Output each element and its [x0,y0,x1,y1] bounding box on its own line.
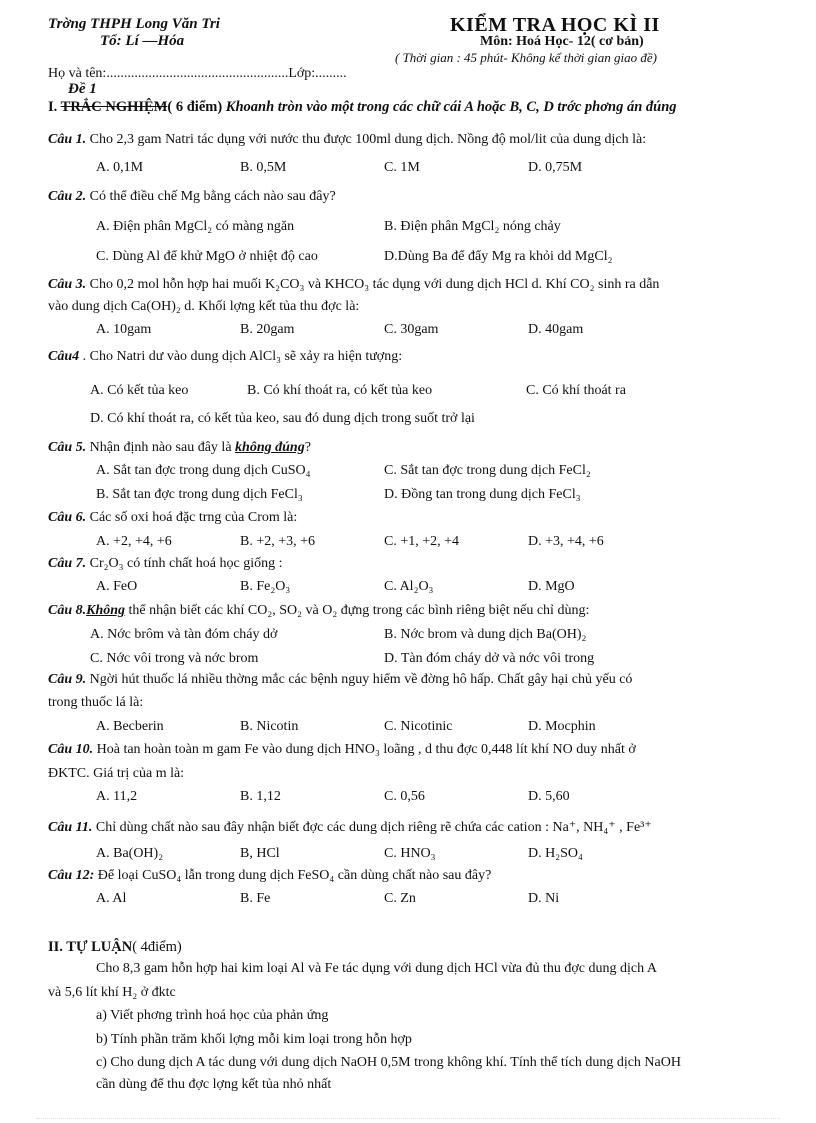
section2-title: II. TỰ LUẬN [48,939,133,955]
q6-option-c[interactable]: C. +1, +2, +4 [384,534,460,549]
question-10: Câu 10. Hoà tan hoàn toàn m gam Fe vào dung dịch HNO₃ loãng , d thu đợc 0,448 lít khí NO duy nhất ở [48,742,636,757]
section2-item-c: c) Cho dung dịch A tác dung với dung dịch NaOH 0,5M trong không khí. Tính thể tích dung dịch NaOH [96,1055,681,1070]
q9-option-d[interactable]: D. Mocphin [528,719,596,734]
q9-option-b[interactable]: B. Nicotin [240,719,299,734]
q7-option-a[interactable]: A. FeO [96,579,138,594]
q1-option-a[interactable]: A. 0,1M [96,160,144,175]
question-7: Câu 7. Cr₂O₃ có tính chất hoá học giống : [48,556,283,571]
student-name-line: Họ và tên:....................................................Lớp:......... [48,66,347,81]
section1-title: TRẮC NGHIỆM [60,99,168,115]
q6-option-a[interactable]: A. +2, +4, +6 [96,534,172,549]
section1-points: ( 6 điểm) [167,99,223,115]
question-9: Câu 9. Ngời hút thuốc lá nhiều thờng mắc các bệnh nguy hiểm về đờng hô hấp. Chất gây hại chủ yếu có [48,672,633,687]
section2-item-c-cont: cần dùng để thu đợc lợng kết tủa nhỏ nhất [96,1077,332,1092]
q10-option-c[interactable]: C. 0,56 [384,789,425,804]
q7-option-b[interactable]: B. Fe₂O₃ [240,579,291,594]
q2-option-c[interactable]: C. Dùng Al để khử MgO ở nhiệt độ cao [96,249,318,264]
q11-option-b[interactable]: B, HCl [240,846,280,861]
q9-option-c[interactable]: C. Nicotinic [384,719,453,734]
q2-option-d[interactable]: D.Dùng Ba để đẩy Mg ra khỏi dd MgCl₂ [384,249,613,264]
q5-option-a[interactable]: A. Sắt tan đợc trong dung dịch CuSO₄ [96,463,311,478]
q12-option-b[interactable]: B. Fe [240,891,271,906]
q1-option-d[interactable]: D. 0,75M [528,160,583,175]
question-11: Câu 11. Chỉ dùng chất nào sau đây nhận biết đợc các dung dịch riêng rẽ chứa các cation : Na⁺, NH₄⁺ , Fe³⁺ [48,820,652,835]
q4-option-a[interactable]: A. Có kết tủa keo [90,383,189,398]
q5-option-c[interactable]: C. Sắt tan đợc trong dung dịch FeCl₂ [384,463,591,478]
q1-option-b[interactable]: B. 0,5M [240,160,287,175]
q11-option-d[interactable]: D. H₂SO₄ [528,846,583,861]
question-5: Câu 5. Nhận định nào sau đây là không đúng? [48,440,311,455]
q7-option-c[interactable]: C. Al₂O₃ [384,579,434,594]
section2-intro-cont: và 5,6 lít khí H₂ ở đktc [48,985,176,1000]
section1-heading [48,99,677,116]
question-9-cont: trong thuốc lá là: [48,695,144,710]
section2-heading [48,939,182,956]
q11-option-c[interactable]: C. HNO₃ [384,846,436,861]
department: Tổ: Lí —Hóa [100,33,185,49]
section2-item-b: b) Tính phần trăm khối lợng mỗi kim loại trong hỗn hợp [96,1032,412,1047]
exam-code: Đề 1 [68,81,97,97]
q10-option-a[interactable]: A. 11,2 [96,789,138,804]
time-note: ( Thời gian : 45 phút- Không kể thời gian giao đề) [395,50,657,65]
section2-item-a: a) Viết phơng trình hoá học của phản ứng [96,1008,329,1023]
q4-option-c[interactable]: C. Có khí thoát ra [526,383,626,398]
section2-intro: Cho 8,3 gam hỗn hợp hai kim loại Al và Fe tác dụng với dung dịch HCl vừa đủ thu đợc dung dịch A [96,961,657,976]
section1-instruction: Khoanh tròn vào một trong các chữ cái A hoặc B, C, D trớc phơng án đúng [225,99,677,115]
q5-option-b[interactable]: B. Sắt tan đợc trong dung dịch FeCl₃ [96,487,303,502]
q6-option-b[interactable]: B. +2, +3, +6 [240,534,316,549]
q3-option-d[interactable]: D. 40gam [528,322,584,337]
q7-option-d[interactable]: D. MgO [528,579,575,594]
q8-option-c[interactable]: C. Nớc vôi trong và nớc brom [90,651,259,666]
q6-option-d[interactable]: D. +3, +4, +6 [528,534,604,549]
q3-option-a[interactable]: A. 10gam [96,322,152,337]
question-6: Câu 6. Các số oxi hoá đặc trng của Crom là: [48,510,298,525]
q11-option-a[interactable]: A. Ba(OH)₂ [96,846,164,861]
exam-subject: Môn: Hoá Học- 12( cơ bản) [480,34,644,49]
section2-points: ( 4điểm) [132,939,182,955]
q12-option-c[interactable]: C. Zn [384,891,416,906]
q12-option-a[interactable]: A. Al [96,891,127,906]
q10-option-d[interactable]: D. 5,60 [528,789,570,804]
q5-option-d[interactable]: D. Đồng tan trong dung dịch FeCl₃ [384,487,581,502]
q4-option-d[interactable]: D. Có khí thoát ra, có kết tủa keo, sau đó dung dịch trong suốt trở lại [90,411,475,426]
question-4: Câu4 . Cho Natri dư vào dung dịch AlCl₃ sẽ xảy ra hiện tượng: [48,349,403,364]
question-12: Câu 12: Để loại CuSO₄ lẫn trong dung dịch FeSO₄ cần dùng chất nào sau đây? [48,868,492,883]
section1-numeral: I. [48,99,58,115]
question-1: Câu 1. Cho 2,3 gam Natri tác dụng với nước thu được 100ml dung dịch. Nồng độ mol/lit của dung dịch là: [48,132,647,147]
question-10-cont: ĐKTC. Giá trị của m là: [48,766,185,781]
q2-option-a[interactable]: A. Điện phân MgCl₂ có màng ngăn [96,219,295,234]
question-2: Câu 2. Có thể điều chế Mg bằng cách nào sau đây? [48,189,336,204]
q2-option-b[interactable]: B. Điện phân MgCl₂ nóng chảy [384,219,561,234]
school-name: Trờng THPH Long Văn Tri [48,16,220,32]
q8-option-b[interactable]: B. Nớc brom và dung dịch Ba(OH)₂ [384,627,587,642]
question-3-cont: vào dung dịch Ca(OH)₂ d. Khối lợng kết tủa thu đợc là: [48,299,360,314]
q3-option-b[interactable]: B. 20gam [240,322,295,337]
page-bottom-divider [36,1118,780,1119]
q4-option-b[interactable]: B. Có khí thoát ra, có kết tủa keo [247,383,433,398]
q8-option-a[interactable]: A. Nớc brôm và tàn đóm cháy dở [90,627,278,642]
q8-option-d[interactable]: D. Tàn đóm cháy dở và nớc vôi trong [384,651,595,666]
q12-option-d[interactable]: D. Ni [528,891,560,906]
question-8: Câu 8.Không thể nhận biết các khí CO₂, SO₂ và O₂ đựng trong các bình riêng biệt nếu chỉ dùng: [48,603,590,618]
question-3: Câu 3. Cho 0,2 mol hỗn hợp hai muối K₂CO₃ và KHCO₃ tác dụng với dung dịch HCl d. Khí CO₂ sinh ra dẫn [48,277,660,292]
q5-emphasis: không đúng [235,440,305,455]
exam-title: KIỂM TRA HỌC KÌ II [450,14,660,36]
q1-option-c[interactable]: C. 1M [384,160,420,175]
q3-option-c[interactable]: C. 30gam [384,322,439,337]
q8-emphasis: Không [86,603,126,618]
q9-option-a[interactable]: A. Becberin [96,719,164,734]
q10-option-b[interactable]: B. 1,12 [240,789,281,804]
